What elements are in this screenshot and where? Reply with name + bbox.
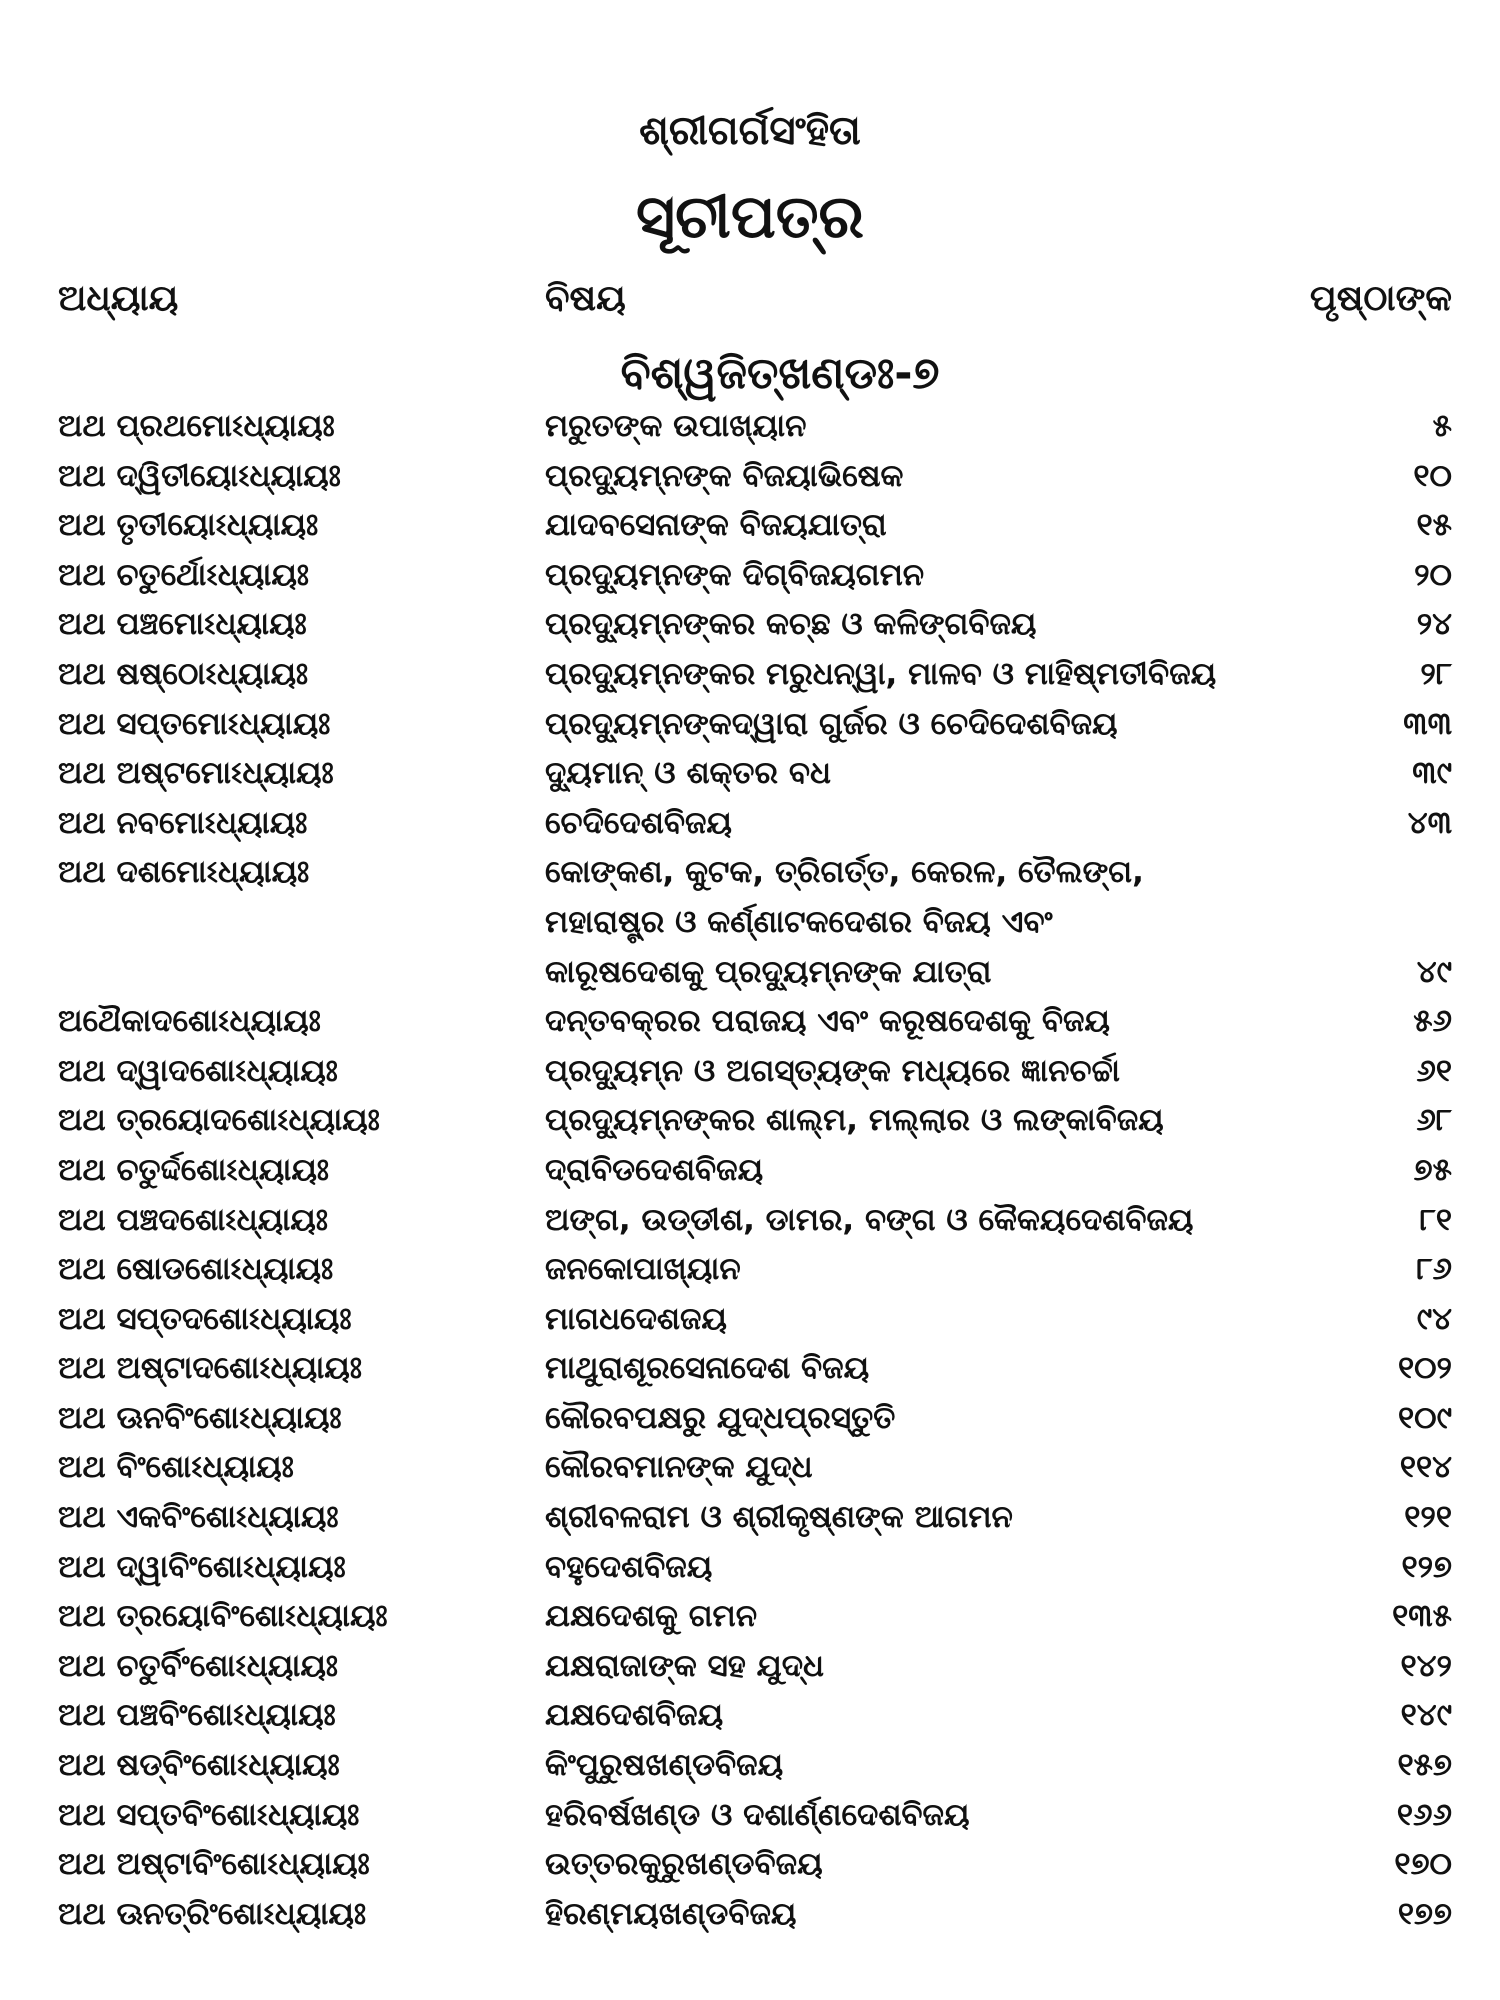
toc-entry [0,1838,1500,1888]
toc-entry-line [0,1739,1500,1789]
column-header-chapter: ଅଧ୍ୟାୟ [58,278,179,319]
subject-text: କୋଙ୍କଣ, କୁଟକ, ତ୍ରିଗର୍ତ୍ତ, କେରଳ, ତୈଲଙ୍ଗ, [545,854,1144,891]
chapter-name: ଅଥ ନବମୋଽଧ୍ୟାୟଃ [58,804,308,841]
toc-entry-line [0,1541,1500,1591]
page-number: ୬୮ [1416,1102,1452,1139]
page-number: ୯୪ [1416,1300,1452,1337]
chapter-name: ଅଥ ଦ୍ୱାବିଂଶୋଽଧ୍ୟାୟଃ [58,1548,346,1585]
chapter-name: ଅଥ ଊନତ୍ରିଂଶୋଽଧ୍ୟାୟଃ [58,1895,367,1932]
subject-text: ଦ୍ରାବିଡଦେଶବିଜୟ [545,1151,764,1188]
subject-text: ଯକ୍ଷଦେଶକୁ ଗମନ [545,1598,758,1635]
subject-text: ପ୍ରଦ୍ୟୁମ୍ନଙ୍କର ମରୁଧନ୍ୱା, ମାଳବ ଓ ମାହିଷ୍ମତୀବିଜୟ [545,655,1217,692]
page-number: ୨୦ [1414,556,1452,593]
page-number: ୧୨୭ [1401,1548,1452,1585]
page-number: ୮୧ [1419,1201,1452,1238]
chapter-name: ଅଥ ତ୍ରୟୋବିଂଶୋଽଧ୍ୟାୟଃ [58,1598,388,1635]
toc-entry-line [0,1094,1500,1144]
subject-text: ଚେଦିଦେଶବିଜୟ [545,804,732,841]
toc-entry-line [0,747,1500,797]
chapter-name: ଅଥ ଷୋଡଶୋଽଧ୍ୟାୟଃ [58,1251,334,1288]
subject-text: ପ୍ରଦ୍ୟୁମ୍ନଙ୍କଦ୍ୱାରା ଗୁର୍ଜର ଓ ଚେଦିଦେଶବିଜୟ [545,705,1118,742]
page-number: ୧୪୯ [1400,1697,1452,1734]
toc-entry [0,648,1500,698]
chapter-name: ଅଥ ଅଷ୍ଟାବିଂଶୋଽଧ୍ୟାୟଃ [58,1846,370,1883]
subject-text: ହିରଣ୍ମୟଖଣ୍ଡବିଜୟ [545,1895,797,1932]
chapter-name: ଅଥ ଚତୁର୍ବିଂଶୋଽଧ୍ୟାୟଃ [58,1647,338,1684]
subject-text: ମାଥୁରାଶୂରସେନାଦେଶ ବିଜୟ [545,1350,870,1387]
toc-entry [0,1789,1500,1839]
page-number: ୬୧ [1416,1052,1452,1089]
toc-entry-line [0,1888,1500,1938]
subject-text: ଯକ୍ଷଦେଶବିଜୟ [545,1697,724,1734]
toc-entry [0,1541,1500,1591]
page-number: ୨୮ [1420,655,1452,692]
page-number: ୭୫ [1413,1151,1452,1188]
page-number: ୪୯ [1416,953,1452,990]
toc-entry-line [0,896,1500,946]
toc-entry-line [0,1144,1500,1194]
chapter-name: ଅଥ ପ୍ରଥମୋଽଧ୍ୟାୟଃ [58,408,335,444]
chapter-name: ଅଥ ସପ୍ତମୋଽଧ୍ୟାୟଃ [58,705,331,742]
toc-entry [0,698,1500,748]
toc-entry-line [0,1293,1500,1343]
subject-text: ପ୍ରଦ୍ୟୁମ୍ନ ଓ ଅଗସ୍ତ୍ୟଙ୍କ ମଧ୍ୟରେ ଜ୍ଞାନଚର୍ଚ୍ଚା [545,1052,1120,1089]
chapter-name: ଅଥ ଊନବିଂଶୋଽଧ୍ୟାୟଃ [58,1399,342,1436]
chapter-name: ଅଥ ପଞ୍ଚଦଶୋଽଧ୍ୟାୟଃ [58,1201,328,1238]
toc-entry [0,747,1500,797]
chapter-name: ଅଥ ଦ୍ୱିତୀୟୋଽଧ୍ୟାୟଃ [58,457,341,494]
subject-text: କାରୂଷଦେଶକୁ ପ୍ରଦ୍ୟୁମ୍ନଙ୍କ ଯାତ୍ରା [545,953,992,990]
chapter-name: ଅଥ ସପ୍ତବିଂଶୋଽଧ୍ୟାୟଃ [58,1796,360,1833]
toc-entry [0,400,1500,450]
toc-entry-line [0,1045,1500,1095]
toc-entry [0,1144,1500,1194]
toc-entry [0,1243,1500,1293]
toc-entry-line [0,1392,1500,1442]
chapter-name: ଅଥ ତ୍ରୟୋଦଶୋଽଧ୍ୟାୟଃ [58,1102,380,1139]
column-header-subject: ବିଷୟ [545,278,626,319]
chapter-name: ଅଥ ଦଶମୋଽଧ୍ୟାୟଃ [58,854,310,891]
chapter-name: ଅଥ ଅଷ୍ଟମୋଽଧ୍ୟାୟଃ [58,755,334,792]
toc-entry [0,995,1500,1045]
page-number: ୧୬୬ [1396,1796,1452,1833]
chapter-name: ଅଥ ଷଡ୍‌ବିଂଶୋଽଧ୍ୟାୟଃ [58,1747,340,1784]
subject-text: ପ୍ରଦ୍ୟୁମ୍ନଙ୍କ ଦିଗ୍‌ବିଜୟଗମନ [545,556,925,593]
chapter-name: ଅଥ ଷଷ୍ଠୋଽଧ୍ୟାୟଃ [58,655,309,692]
page-number: ୧୦୨ [1397,1350,1452,1387]
toc-entry-line [0,1243,1500,1293]
toc-entry-line [0,1194,1500,1244]
toc-entry [0,1491,1500,1541]
toc-entry-line [0,499,1500,549]
page-number: ୧୪୨ [1400,1647,1452,1684]
toc-entry-line [0,1689,1500,1739]
subject-text: କୌରବମାନଙ୍କ ଯୁଦ୍ଧ [545,1449,813,1486]
chapter-name: ଅଥ ସପ୍ତଦଶୋଽଧ୍ୟାୟଃ [58,1300,352,1337]
toc-entry-line [0,549,1500,599]
toc-entry [0,1590,1500,1640]
subject-text: ପ୍ରଦ୍ୟୁମ୍ନଙ୍କ ବିଜୟାଭିଷେକ [545,457,904,494]
toc-entry [0,1441,1500,1491]
page-number: ୧୫୭ [1397,1747,1452,1784]
subject-text: ଯାଦବସେନାଙ୍କ ବିଜୟଯାତ୍ରା [545,507,887,544]
page-number: ୧୧୪ [1399,1449,1452,1486]
toc-entry-line [0,1441,1500,1491]
section-title: ବିଶ୍ୱଜିତ୍‌ଖଣ୍ଡଃ-୭ [620,348,940,399]
toc-entry-line [0,1590,1500,1640]
toc-list [0,400,1500,1937]
subject-text: କିଂପୁରୁଷଖଣ୍ଡବିଜୟ [545,1747,784,1784]
toc-entry [0,1888,1500,1938]
subject-text: କୌରବପକ୍ଷରୁ ଯୁଦ୍ଧପ୍ରସ୍ତୁତି [545,1399,896,1436]
toc-entry-line [0,450,1500,500]
toc-entry-line [0,698,1500,748]
chapter-name: ଅଥ ଚତୁର୍ଥୋଽଧ୍ୟାୟଃ [58,556,309,593]
toc-entry [0,1293,1500,1343]
page-number: ୧୨୧ [1404,1499,1452,1536]
toc-entry [0,549,1500,599]
toc-entry [0,1392,1500,1442]
toc-entry [0,1194,1500,1244]
toc-entry [0,499,1500,549]
toc-entry [0,1739,1500,1789]
subject-text: ଯକ୍ଷରାଜାଙ୍କ ସହ ଯୁଦ୍ଧ [545,1647,825,1684]
page-number: ୧୫ [1416,507,1452,544]
page-number: ୨୪ [1416,606,1452,643]
toc-entry-line [0,995,1500,1045]
toc-entry-line [0,598,1500,648]
chapter-name: ଅଥ ବିଂଶୋଽଧ୍ୟାୟଃ [58,1449,294,1486]
chapter-name: ଅଥ ଅଷ୍ଟାଦଶୋଽଧ୍ୟାୟଃ [58,1350,362,1387]
subject-text: ଉତ୍ତରକୁରୁଖଣ୍ଡବିଜୟ [545,1846,823,1883]
page-number: ୩୯ [1412,755,1452,792]
page-number: ୧୭୦ [1394,1846,1452,1883]
chapter-name: ଅଥ ପଞ୍ଚବିଂଶୋଽଧ୍ୟାୟଃ [58,1697,336,1734]
subject-text: ବହୁଦେଶବିଜୟ [545,1548,713,1585]
chapter-name: ଅଥ ଏକବିଂଶୋଽଧ୍ୟାୟଃ [58,1499,339,1536]
chapter-name: ଅଥ ତୃତୀୟୋଽଧ୍ୟାୟଃ [58,507,319,544]
subject-text: ଶ୍ରୀବଳରାମ ଓ ଶ୍ରୀକୃଷ୍ଣଙ୍କ ଆଗମନ [545,1499,1013,1536]
page-number: ୧୭୭ [1397,1895,1452,1932]
toc-entry [0,1640,1500,1690]
toc-entry-line [0,797,1500,847]
toc-entry-line [0,846,1500,896]
toc-entry [0,1689,1500,1739]
subject-text: ମାଗଧଦେଶଜୟ [545,1300,727,1337]
toc-entry [0,598,1500,648]
subject-text: ଦ୍ୟୁମାନ୍ ଓ ଶକ୍ତର ବଧ [545,755,831,792]
subject-text: ପ୍ରଦ୍ୟୁମ୍ନଙ୍କର ଶାଲ୍ମ, ମଲ୍ଲାର ଓ ଲଙ୍କାବିଜୟ [545,1102,1164,1139]
chapter-name: ଅଥ ଦ୍ୱାଦଶୋଽଧ୍ୟାୟଃ [58,1052,338,1089]
table-of-contents-title: ସୂଚୀପତ୍ର [636,182,864,252]
subject-text: ହରିବର୍ଷଖଣ୍ଡ ଓ ଦଶାର୍ଣ୍ଣଦେଶବିଜୟ [545,1796,970,1833]
chapter-name: ଅଥୈକାଦଶୋଽଧ୍ୟାୟଃ [58,1003,321,1040]
page-number: ୮୬ [1416,1251,1452,1288]
toc-entry [0,450,1500,500]
toc-entry [0,1342,1500,1392]
subject-text: ପ୍ରଦ୍ୟୁମ୍ନଙ୍କର କଚ୍ଛ ଓ କଳିଙ୍ଗବିଜୟ [545,606,1037,643]
toc-entry-line [0,1342,1500,1392]
toc-entry [0,846,1500,995]
toc-entry-line [0,1491,1500,1541]
column-header-page: ପୃଷ୍ଠାଙ୍କ [1309,278,1452,319]
toc-entry [0,1045,1500,1095]
subject-text: ମରୁତଙ୍କ ଉପାଖ୍ୟାନ [545,408,807,444]
subject-text: ଜନକୋପାଖ୍ୟାନ [545,1251,741,1288]
subject-text: ଅଙ୍ଗ, ଉଡ୍ଡୀଶ, ଡାମର, ବଙ୍ଗ ଓ କୈକୟଦେଶବିଜୟ [545,1201,1194,1238]
chapter-name: ଅଥ ଚତୁର୍ଦ୍ଦଶୋଽଧ୍ୟାୟଃ [58,1151,329,1188]
toc-entry-line [0,1789,1500,1839]
book-title: ଶ୍ରୀଗର୍ଗସଂହିତା [639,108,861,154]
page-number: ୩୩ [1403,705,1452,742]
page-number: ୫୬ [1413,1003,1452,1040]
toc-entry-line [0,946,1500,996]
toc-entry-line [0,400,1500,450]
chapter-name: ଅଥ ପଞ୍ଚମୋଽଧ୍ୟାୟଃ [58,606,307,643]
page-number: ୧୦୯ [1397,1399,1452,1436]
toc-entry-line [0,1838,1500,1888]
page-number: ୧୦ [1413,457,1452,494]
page-number: ୪୩ [1407,804,1452,841]
toc-entry [0,1094,1500,1144]
toc-entry-line [0,1640,1500,1690]
page-number: ୫ [1432,408,1452,444]
subject-text: ମହାରାଷ୍ଟ୍ର ଓ କର୍ଣ୍ଣାଟକଦେଶର ବିଜୟ ଏବଂ [545,903,1053,940]
toc-entry [0,797,1500,847]
toc-entry-line [0,648,1500,698]
subject-text: ଦନ୍ତବକ୍ରର ପରାଜୟ ଏବଂ କରୂଷଦେଶକୁ ବିଜୟ [545,1003,1110,1040]
page-number: ୧୩୫ [1392,1598,1452,1635]
